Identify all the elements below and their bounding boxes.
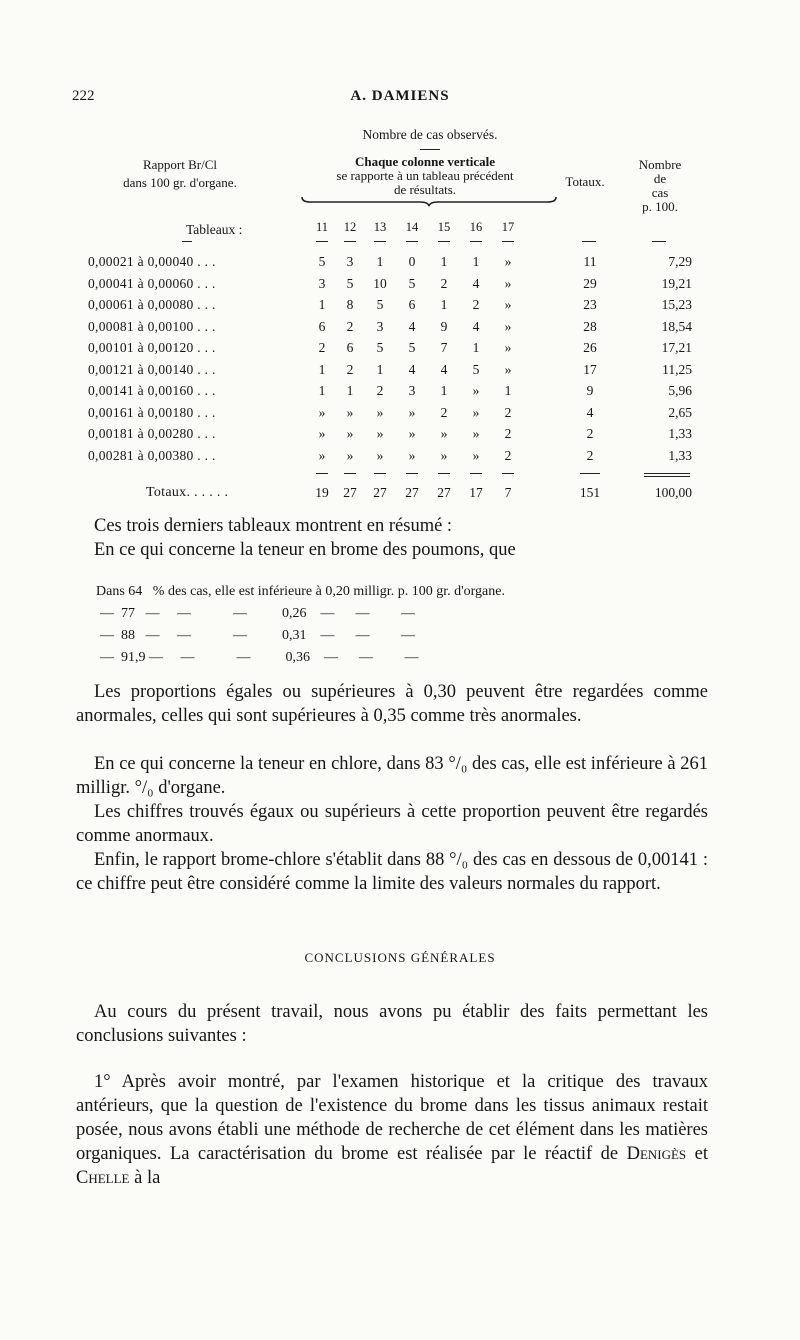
table-cell: »	[318, 447, 326, 463]
summary-row-2: — 77 — — — 0,26 — — —	[100, 606, 415, 621]
table-cell: »	[376, 404, 384, 420]
table-cell: 2	[346, 318, 354, 334]
row-total: 23	[583, 297, 597, 312]
table-cell: 1	[472, 254, 480, 269]
table-cell: »	[408, 447, 416, 463]
row-range-label: 0,00101 à 0,00120 . . .	[88, 340, 216, 355]
dash	[502, 473, 514, 474]
row-total: 11	[583, 254, 597, 269]
row-range-label: 0,00121 à 0,00140 . . .	[88, 361, 216, 377]
table-cell: »	[346, 404, 354, 420]
paragraph-chlorine: En ce qui concerne la teneur en chlore, dans 83 °/₀ des cas, elle est inférieure à 261 milligr. °/₀ d'organe.	[76, 754, 708, 798]
table-cell: 6	[408, 297, 416, 312]
table-cell: »	[472, 404, 480, 420]
dash	[316, 473, 328, 474]
table-cell: 1	[346, 383, 354, 398]
tableau-number: 16	[469, 220, 483, 234]
table-cell: 2	[504, 404, 512, 420]
col-ratio-title: Rapport Br/Cl dans 100 gr. d'organe.	[123, 157, 237, 190]
table-cell: 2	[346, 361, 354, 377]
table-cell: »	[472, 426, 480, 441]
table-cell: »	[504, 275, 512, 291]
table-cell: 2	[504, 447, 512, 463]
page-number: 222	[72, 88, 95, 104]
dash	[406, 241, 418, 242]
row-range-label: 0,00141 à 0,00160 . . .	[88, 383, 216, 398]
table-cell: 0	[408, 254, 416, 269]
table-cell: »	[318, 426, 326, 441]
col-totals-title: Totaux.	[565, 174, 605, 189]
table-cell: 5	[376, 297, 384, 312]
total-cell: 19	[315, 485, 329, 500]
section-title: CONCLUSIONS GÉNÉRALES	[304, 950, 496, 965]
dash	[502, 241, 514, 242]
table-cell: 8	[346, 297, 354, 312]
table-cell: 4	[440, 361, 448, 377]
row-total: 4	[586, 404, 594, 420]
total-cell: 17	[469, 485, 483, 500]
dash	[470, 241, 482, 242]
table-cell: 1	[376, 361, 384, 377]
table-cell: 1	[504, 383, 512, 398]
table-cell: 5	[408, 275, 416, 291]
table-cell: 1	[440, 297, 448, 312]
table-cell: »	[376, 447, 384, 463]
table-cell: »	[408, 426, 416, 441]
dash	[580, 473, 600, 474]
dash	[652, 241, 666, 242]
table-cell: 5	[376, 340, 384, 355]
dash	[644, 476, 690, 477]
table-cell: »	[318, 404, 326, 420]
table-cell: »	[346, 426, 354, 441]
table-cell: 5	[318, 254, 326, 269]
dash	[470, 473, 482, 474]
row-total: 2	[586, 447, 594, 463]
dash	[644, 473, 690, 474]
row-range-label: 0,00061 à 0,00080 . . .	[88, 297, 216, 312]
table-cell: 3	[318, 275, 326, 291]
row-percent: 2,65	[668, 404, 692, 420]
tableau-number: 15	[437, 220, 451, 234]
totals-label: Totaux. . . . . .	[146, 485, 229, 500]
table-cell: 1	[318, 361, 326, 377]
dash	[582, 241, 596, 242]
paragraph-bromine-proportions: Les proportions égales ou supérieures à 0,30 peuvent être regardées comme anormales, celles qui sont supérieures à 0,35 comme très anormales.	[76, 682, 708, 726]
col-number-title: Nombre de cas p. 100.	[638, 157, 682, 214]
row-range-label: 0,00041 à 0,00060 . . .	[88, 275, 216, 291]
table-cell: »	[472, 383, 480, 398]
dash	[344, 473, 356, 474]
table-cell: »	[376, 426, 384, 441]
table-cell: 5	[472, 361, 480, 377]
table-cell: »	[346, 447, 354, 463]
table-cell: 4	[472, 318, 480, 334]
table-cell: »	[440, 447, 448, 463]
row-total: 29	[583, 275, 597, 291]
table-cell: 1	[318, 297, 326, 312]
tableau-number: 12	[343, 220, 357, 234]
table-cell: 3	[376, 318, 384, 334]
table-cell: 2	[440, 404, 448, 420]
tableau-number: 14	[405, 220, 419, 234]
row-total: 28	[583, 318, 597, 334]
col-columns-title: Chaque colonne verticale se rapporte à un tableau précédent de résultats.	[336, 154, 514, 197]
dash	[438, 241, 450, 242]
table-cell: 5	[408, 340, 416, 355]
dash	[438, 473, 450, 474]
row-percent: 1,33	[668, 426, 692, 441]
paragraph-summary-intro: Ces trois derniers tableaux montrent en résumé :	[94, 516, 453, 536]
divider	[420, 149, 440, 150]
grand-percent: 100,00	[654, 485, 692, 500]
tableau-number: 17	[501, 220, 515, 234]
dash	[374, 473, 386, 474]
row-total: 9	[586, 383, 594, 398]
row-range-label: 0,00181 à 0,00280 . . .	[88, 426, 216, 441]
table-cell: »	[504, 318, 512, 334]
row-percent: 19,21	[661, 275, 692, 291]
table-cell: 10	[373, 275, 387, 291]
paragraph-conclusion-1: 1° Après avoir montré, par l'examen historique et la critique des travaux antérieurs, que la question de l'existence du brome dans les tissus animaux restait posée, nous avons établi une méthode de recherche de cet élément dans les matières organiques. La caractérisation du brome est réalisée par le réactif de Denigès et Chelle à la	[76, 1072, 708, 1188]
tableau-number: 13	[373, 220, 387, 234]
table-cell: 4	[472, 275, 480, 291]
table-cell: 1	[318, 383, 326, 398]
table-cell: 4	[408, 318, 416, 334]
table-cell: »	[504, 254, 512, 269]
table-cell: 2	[472, 297, 480, 312]
table-cell: 9	[440, 318, 448, 334]
grand-total: 151	[579, 485, 601, 500]
table-cell: 6	[318, 318, 326, 334]
table-cell: 1	[472, 340, 480, 355]
row-percent: 15,23	[661, 297, 692, 312]
row-range-label: 0,00281 à 0,00380 . . .	[88, 447, 216, 463]
summary-row-4: — 91,9 — — — 0,36 — — —	[100, 650, 419, 665]
row-percent: 18,54	[661, 318, 692, 334]
table-cell: 3	[346, 254, 354, 269]
row-percent: 7,29	[668, 254, 692, 269]
table-cell: 2	[318, 340, 326, 355]
table-cell: 6	[346, 340, 354, 355]
table-cell: 1	[440, 383, 448, 398]
dash	[344, 241, 356, 242]
tableau-number: 11	[315, 220, 329, 234]
paragraph-lungs: En ce qui concerne la teneur en brome des poumons, que	[94, 540, 516, 560]
dash	[374, 241, 386, 242]
row-total: 2	[586, 426, 594, 441]
summary-row-1: Dans 64 % des cas, elle est inférieure à 0,20 milligr. p. 100 gr. d'organe.	[96, 584, 505, 599]
row-range-label: 0,00161 à 0,00180 . . .	[88, 404, 216, 420]
paragraph-ratio-limit: Enfin, le rapport brome-chlore s'établit dans 88 °/₀ des cas en dessous de 0,00141 : ce chiffre peut être considéré comme la limite des valeurs normales du rapport.	[76, 850, 708, 894]
table-cell: 3	[408, 383, 416, 398]
row-range-label: 0,00081 à 0,00100 . . .	[88, 318, 216, 334]
total-cell: 27	[437, 485, 451, 500]
summary-row-3: — 88 — — — 0,31 — — —	[100, 628, 415, 643]
table-cell: »	[504, 297, 512, 312]
table-cell: »	[504, 361, 512, 377]
row-percent: 1,33	[668, 447, 692, 463]
paragraph-conclusions-intro: Au cours du présent travail, nous avons pu établir des faits permettant les conclusions suivantes :	[76, 1002, 708, 1046]
running-title: A. DAMIENS	[350, 88, 450, 104]
row-percent: 11,25	[662, 361, 692, 377]
table-cell: »	[440, 426, 448, 441]
table-cell: 7	[440, 340, 448, 355]
dash	[406, 473, 418, 474]
total-cell: 27	[405, 485, 419, 500]
total-cell: 27	[343, 485, 357, 500]
total-cell: 7	[504, 485, 512, 500]
dash	[316, 241, 328, 242]
dash	[182, 241, 192, 242]
table-cell: 2	[440, 275, 448, 291]
table-cell: 4	[408, 361, 416, 377]
row-range-label: 0,00021 à 0,00040 . . .	[88, 254, 216, 269]
paragraph-abnormal: Les chiffres trouvés égaux ou supérieurs à cette proportion peuvent être regardés comme anormaux.	[76, 802, 708, 846]
table-cell: 1	[376, 254, 384, 269]
table-cell: »	[504, 340, 512, 355]
tableaux-label: Tableaux :	[186, 222, 243, 237]
total-cell: 27	[373, 485, 387, 500]
table-cell: 5	[346, 275, 354, 291]
row-total: 17	[583, 361, 597, 377]
table-cell: 2	[504, 426, 512, 441]
table-cell: »	[472, 447, 480, 463]
table-cell: 2	[376, 383, 384, 398]
row-percent: 5,96	[668, 383, 692, 398]
brace	[300, 195, 558, 207]
table-cell: »	[408, 404, 416, 420]
table-supertitle: Nombre de cas observés.	[362, 127, 498, 142]
row-total: 26	[583, 340, 597, 355]
table-cell: 1	[440, 254, 448, 269]
row-percent: 17,21	[661, 340, 692, 355]
